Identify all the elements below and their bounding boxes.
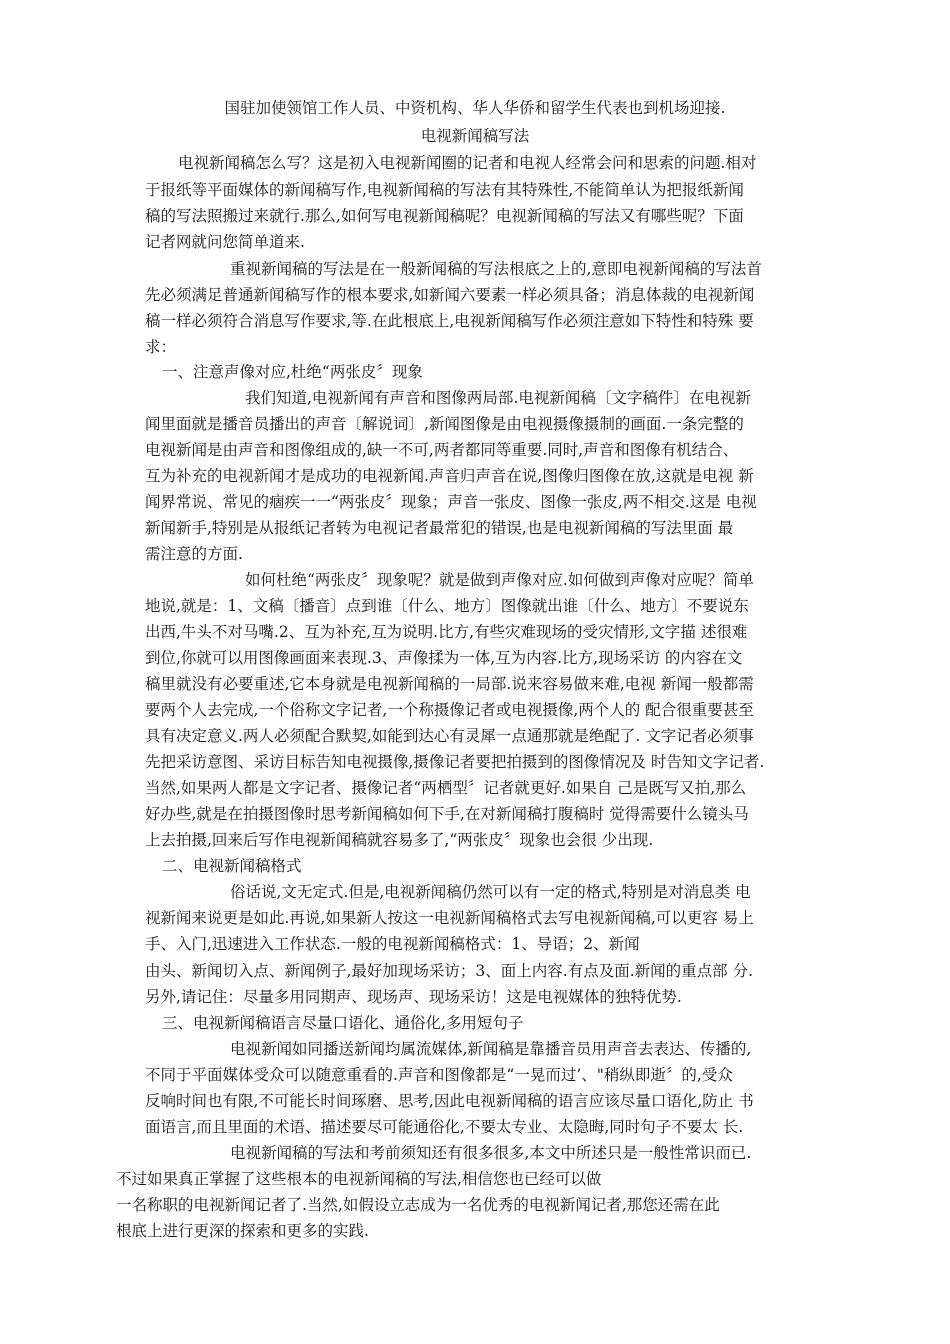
paragraph-line: 电视新闻如同播送新闻均属流媒体,新闻稿是靠播音员用声音去表达、传播的, (230, 1040, 752, 1058)
section-heading-3: 三、电视新闻稿语言尽量口语化、通俗化,多用短句子 (162, 1014, 524, 1032)
paragraph-line: 另外,请记住：尽量多用同期声、现场声、现场采访！这是电视媒体的独特优势. (145, 988, 682, 1006)
paragraph-line: 到位,你就可以用图像画面来表现.3、声像揉为一体,互为内容.比方,现场采访 的内容在文 (145, 649, 743, 667)
paragraph-line: 上去拍摄,回来后写作电视新闻稿就容易多了,“两张皮〞现象也会很 少出现. (145, 831, 654, 849)
paragraph-line: 我们知道,电视新闻有声音和图像两局部.电视新闻稿〔文字稿件〕在电视新 (245, 389, 751, 407)
paragraph-line: 反响时间也有限,不可能长时间琢磨、思考,因此电视新闻稿的语言应该尽量口语化,防止 书 (145, 1092, 754, 1110)
paragraph-line: 如何杜绝“两张皮〞现象呢？就是做到声像对应.如何做到声像对应呢？简单 (245, 571, 754, 589)
paragraph-line: 视新闻来说更是如此.再说,如果新人按这一电视新闻稿格式去写电视新闻稿,可以更容 易上 (145, 909, 754, 927)
paragraph-line: 求： (145, 338, 177, 356)
paragraph-line: 互为补充的电视新闻才是成功的电视新闻.声音归声音在说,图像归图像在放,这就是电视 新 (145, 467, 754, 485)
paragraph-line: 好办些,就是在拍摄图像时思考新闻稿如何下手,在对新闻稿打腹稿时 觉得需要什么镜头马 (145, 805, 749, 823)
paragraph-line: 俗话说,文无定式.但是,电视新闻稿仍然可以有一定的格式,特别是对消息类 电 (230, 883, 751, 901)
paragraph-line: 记者网就问您简单道来. (145, 233, 305, 251)
section-heading-1: 一、注意声像对应,杜绝“两张皮〞现象 (162, 363, 423, 381)
paragraph-line: 于报纸等平面媒体的新闻稿写作,电视新闻稿的写法有其特殊性,不能简单认为把报纸新闻 (145, 181, 744, 199)
paragraph-line: 电视新闻稿怎么写？这是初入电视新闻圈的记者和电视人经常会问和思索的问题.相对 (178, 154, 757, 172)
paragraph-line: 电视新闻是由声音和图像组成的,缺一不可,两者都同等重要.同时,声音和图像有机结合、 (145, 441, 739, 459)
paragraph-line: 闻里面就是播音员播出的声音〔解说词〕,新闻图像是由电视摄像摄制的画面.一条完整的 (145, 415, 744, 433)
paragraph-line: 稿的写法照搬过来就行.那么,如何写电视新闻稿呢？电视新闻稿的写法又有哪些呢？下面 (145, 207, 744, 225)
paragraph-line: 稿里就没有必要重述,它本身就是电视新闻稿的一局部.说来容易做来难,电视 新闻一般都需 (145, 675, 754, 693)
paragraph-line: 稿一样必须符合消息写作要求,等.在此根底上,电视新闻稿写作必须注意如下特性和特殊 要 (145, 312, 754, 330)
section-heading-2: 二、电视新闻稿格式 (162, 857, 302, 875)
paragraph-line: 地说,就是：1、文稿〔播音〕点到谁〔什么、地方〕图像就出谁〔什么、地方〕不要说东 (145, 597, 749, 615)
paragraph-line: 先必须满足普通新闻稿写作的根本要求,如新闻六要素一样必须具备；消息体裁的电视新闻 (145, 286, 755, 304)
paragraph-line: 重视新闻稿的写法是在一般新闻稿的写法根底之上的,意即电视新闻稿的写法首 (230, 260, 762, 278)
paragraph-line: 不同于平面媒体受众可以随意重看的.声音和图像都是“一晃而过’、"稍纵即逝〞的,受众 (145, 1066, 733, 1084)
paragraph-line: 要两个人去完成,一个俗称文字记者,一个称摄像记者或电视摄像,两个人的 配合很重要甚至 (145, 701, 754, 719)
paragraph-line: 先把采访意图、采访目标告知电视摄像,摄像记者要把拍摄到的图像情况及 时告知文字记者. (145, 753, 765, 771)
article-title: 电视新闻稿写法 (420, 127, 530, 145)
paragraph-line: 手、入门,迅速进入工作状态.一般的电视新闻稿格式：1、导语；2、新闻 (145, 935, 640, 953)
paragraph-line: 由头、新闻切入点、新闻例子,最好加现场采访；3、面上内容.有点及面.新闻的重点部 分. (145, 962, 753, 980)
paragraph-line: 出西,牛头不对马嘴.2、互为补充,互为说明.比方,有些灾难现场的受灾情形,文字描 述很难 (145, 623, 748, 641)
paragraph-line: 电视新闻稿的写法和考前须知还有很多很多,本文中所述只是一般性常识而已. (230, 1144, 752, 1162)
paragraph-line: 具有决定意义.两人必须配合默契,如能到达心有灵犀一点通那就是绝配了. 文字记者必须事 (145, 727, 754, 745)
intro-line: 国驻加使领馆工作人员、中资机构、华人华侨和留学生代表也到机场迎接. (224, 99, 726, 117)
paragraph-line: 一名称职的电视新闻记者了.当然,如假设立志成为一名优秀的电视新闻记者,那您还需在此 (116, 1196, 720, 1214)
paragraph-line: 需注意的方面. (145, 545, 243, 563)
paragraph-line: 新闻新手,特别是从报纸记者转为电视记者最常犯的错误,也是电视新闻稿的写法里面 最 (145, 519, 734, 537)
paragraph-line: 当然,如果两人都是文字记者、摄像记者“两栖型〞记者就更好.如果自 己是既写又拍,那么 (145, 779, 747, 797)
paragraph-line: 闻界常说、常见的痼疾一一“两张皮〞现象；声音一张皮、图像一张皮,两不相交.这是 电视 (145, 493, 757, 511)
paragraph-line: 面语言,而且里面的术语、描述要尽可能通俗化,不要太专业、太隐晦,同时句子不要太 长. (145, 1118, 744, 1136)
paragraph-line: 根底上进行更深的探索和更多的实践. (116, 1222, 369, 1240)
paragraph-line: 不过如果真正掌握了这些根本的电视新闻稿的写法,相信您也已经可以做 (116, 1170, 602, 1188)
